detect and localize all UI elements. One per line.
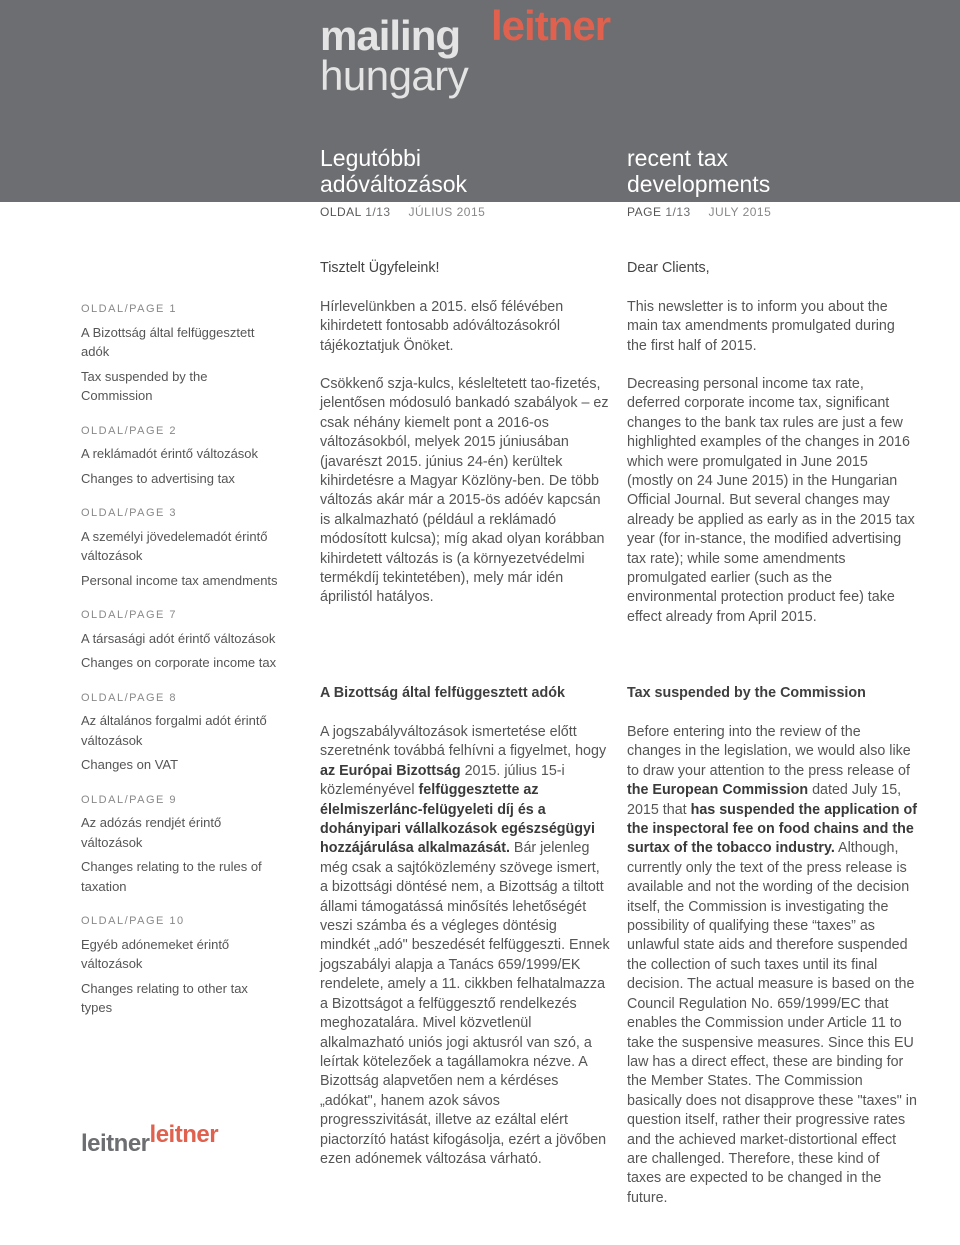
logo-mailing-text: mailing (320, 12, 461, 59)
page-meta-hu (320, 205, 485, 219)
body-bold: felfüggesztette az élelmiszerlánc-felügyeleti díj és a dohányipari vállalkozások egészségügyi hozzájárulása alkalmazását. (320, 782, 595, 857)
toc-title-en: Tax suspended by the Commission (81, 368, 208, 403)
toc-title-hu: Az adózás rendjét érintő változások (81, 815, 222, 850)
body-bold: the European Commission (627, 782, 809, 799)
body-text: Although, currently only the text of the press release is available and not the wording of the decision itself, the Commission is investigating the possibility of qualifying these “taxes” as unlawful state aids and therefore suspended the collection of such taxes until its final decision. The actual measure is based on the Council Regulation No. 659/1999/EC that enables the Commission under Article 11 to take the suspensive measures. Since this EU law has a direct effect, these are binding for the Member States. The Commission basically does not disapprove these "taxes" in question itself, rather their progressive rates and the achieved market-distortional effect are challenged. Therefore, these kind of taxes are expected to be changed in the future. (627, 840, 917, 1206)
logo-hungary-text: hungary (320, 52, 469, 99)
leitner-logo (81, 1121, 219, 1158)
toc-page-label: OLDAL/PAGE 2 (81, 424, 178, 437)
toc-entry[interactable] (81, 422, 281, 489)
intro-en: This newsletter is to inform you about the main tax amendments promulgated during the first half of 2015. (627, 299, 895, 354)
page-label-hu: OLDAL (320, 205, 362, 219)
page-number-hu: 1/13 (365, 205, 391, 219)
greeting-en: Dear Clients, (627, 260, 710, 276)
body-text: Bár jelenleg még csak a sajtóközlemény szövege ismert, a bizottsági döntésé nem, a Bizottság a tiltott állami támogatássá minősítés lehetőségét veszi számba és a végleges döntésig mindkét „adó" beszedését felfüggeszti. Ennek jogszabályi alapja a Tanács 659/1999/EK rendelete, amely a 11. cikkben felhatalmazza a Bizottságot a felfüggesztő rendelkezés meghozatalára. Mivel közvetlenül alkalmazható uniós jogi aktusról van szó, a leírtak kötelezőek a tagállamokra nézve. A Bizottság alapvetően nem a kérdéses „adókat", hanem azok sávos progresszivitását, illetve az ezáltal elért piactorzító hatást kifogásolja, ezért a jövőben ezen adónemek változása várható. (320, 840, 610, 1167)
newsletter-title-en: recent tax developments (627, 145, 771, 197)
page-number-en: 1/13 (665, 205, 691, 219)
summary-paragraph-en: Decreasing personal income tax rate, deferred corporate income tax, significant changes to the bank tax rules are just a few highlighted examples of the changes in 2016 which were promulgated in June 2015 (mostly on 24 June 2015) in the Hungarian Official Journal. But several changes may already be applied as early as in the 2015 tax year (for in-stance, the modified advertising tax rate); while some amendments promulgated earlier (such as the environmental protection product fee) take effect already from April 2015. (627, 376, 915, 625)
issue-date-hu: JÚLIUS 2015 (408, 205, 486, 219)
toc-entry[interactable] (81, 689, 281, 775)
toc-page-label: OLDAL/PAGE 1 (81, 303, 178, 315)
toc-page-label: OLDAL/PAGE 3 (81, 507, 178, 519)
header-band (0, 0, 960, 202)
toc-page-label: OLDAL/PAGE 8 (81, 691, 178, 704)
toc-page-label: OLDAL/PAGE 9 (81, 793, 178, 806)
toc-title-hu: A társasági adót érintő változások (81, 630, 276, 646)
logo-part-red: leitner (149, 1121, 219, 1148)
body-text: 2015. július 15-i közleményével (320, 762, 565, 799)
logo-leitner-text: leitner (491, 2, 611, 49)
body-bold: az Európai Bizottság (320, 762, 461, 779)
body-text: dated July 15, 2015 that (627, 782, 902, 818)
toc-title-hu: A Bizottság által felfüggesztett adók (81, 324, 255, 359)
toc-entry[interactable] (81, 300, 281, 406)
section-title-en: Tax suspended by the Commission (627, 685, 866, 701)
logo-part-gray: leitner (81, 1130, 150, 1157)
toc-entry[interactable] (81, 912, 281, 1018)
page-meta-en (627, 205, 771, 219)
page-label-en: PAGE (627, 205, 662, 219)
toc-title-en: Changes relating to other tax types (81, 980, 248, 1015)
toc-title-en: Personal income tax amendments (81, 572, 278, 588)
section-body-en (627, 723, 917, 1208)
body-bold: has suspended the application of the inspectoral fee on food chains and the surtax of the tobacco industry. (627, 801, 918, 857)
toc-title-en: Changes to advertising tax (81, 470, 235, 486)
toc-entry[interactable] (81, 504, 281, 590)
toc-page-label: OLDAL/PAGE 10 (81, 915, 185, 927)
toc-title-hu: Egyéb adónemeket érintő változások (81, 936, 230, 971)
toc-entry[interactable] (81, 791, 281, 897)
toc-title-hu: A személyi jövedelemadót érintő változások (81, 528, 268, 563)
table-of-contents (81, 300, 281, 1034)
intro-hu: Hírlevelünkben a 2015. első félévében kihirdetett fontosabb adóváltozásokról tájékoztatjuk Önöket. (320, 299, 564, 354)
section-title-hu: A Bizottság által felfüggesztett adók (320, 685, 565, 701)
toc-entry[interactable] (81, 606, 281, 673)
toc-title-hu: A reklámadót érintő változások (81, 446, 259, 461)
toc-title-en: Changes relating to the rules of taxation (81, 859, 262, 894)
newsletter-title-hu: Legutóbbi adóváltozások (320, 145, 468, 197)
issue-date-en: JULY 2015 (708, 205, 772, 219)
toc-page-label: OLDAL/PAGE 7 (81, 609, 178, 621)
section-body-hu (320, 723, 610, 1169)
toc-title-hu: Az általános forgalmi adót érintő változások (81, 713, 267, 748)
toc-title-en: Changes on VAT (81, 757, 179, 772)
toc-title-en: Changes on corporate income tax (81, 655, 277, 670)
greeting-hu: Tisztelt Ügyfeleink! (320, 260, 440, 276)
body-text: A jogszabályváltozások ismertetése előtt szeretnénk továbbá felhívni a figyelmet, hogy (320, 724, 607, 760)
summary-paragraph-hu: Csökkenő szja-kulcs, késleltetett tao-fizetés, jelentősen módosuló bankadó szabályok – ez csak néhány kiemelt pont a 2016-os változásokból, melyek 2015 júniusában (javarészt 2015. június 24-én) kerültek kihirdetésre a Magyar Közlöny-ben. De több változás akár már a 2015-ös adóév kapcsán is alkalmazható (például a reklámadó módosított kulcsa); míg akad olyan korábban kihirdetett változás is (a környezetvédelmi termékdíj tekintetében), mely már idén áprilistól hatályos. (320, 376, 609, 606)
body-text: Before entering into the review of the changes in the legislation, we would also like to draw your attention to the press release of (627, 724, 911, 779)
